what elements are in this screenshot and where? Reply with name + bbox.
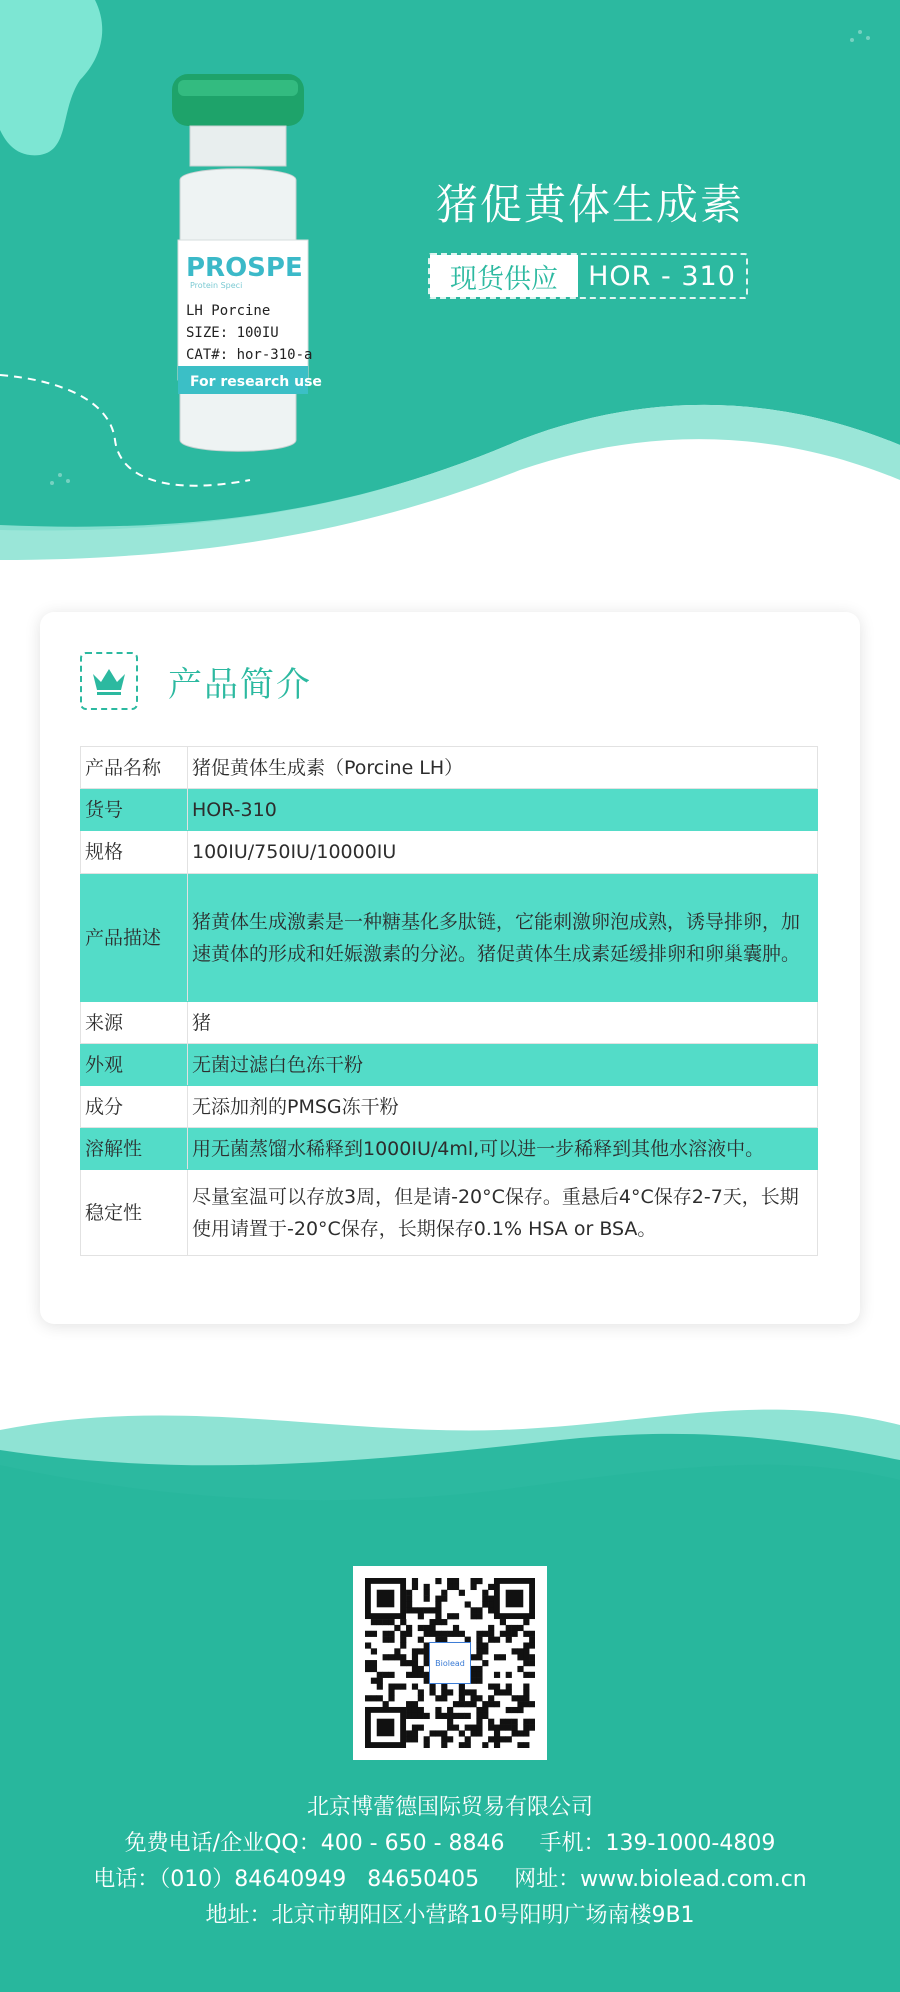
product-vial-image	[150, 70, 330, 460]
stock-badge-label: 现货供应	[430, 255, 578, 297]
row-label: 规格	[81, 831, 188, 874]
row-value: 尽量室温可以存放3周，但是请-20°C保存。重悬后4°C保存2-7天，长期使用请置于-20°C保存，长期保存0.1% HSA or BSA。	[188, 1170, 818, 1256]
product-title: 猪促黄体生成素	[435, 180, 744, 229]
row-value: 猪	[188, 1002, 818, 1044]
address-line: 地址：北京市朝阳区小营路10号阳明广场南楼9B1	[205, 1903, 695, 1928]
row-label: 溶解性	[81, 1128, 188, 1170]
row-value: 猪黄体生成激素是一种糖基化多肽链，它能刺激卵泡成熟，诱导排卵，加速黄体的形成和妊娠激素的分泌。猪促黄体生成素延缓排卵和卵巢囊肿。	[188, 874, 818, 1002]
vial-line-1: LH Porcine	[186, 303, 271, 319]
row-value: 无菌过滤白色冻干粉	[188, 1044, 818, 1086]
row-label: 货号	[81, 789, 188, 831]
table-row	[81, 1128, 818, 1170]
row-value: 猪促黄体生成素（Porcine LH）	[188, 747, 818, 789]
qr-code-image	[365, 1578, 535, 1748]
vial-footer-text: For research use	[190, 374, 322, 390]
qr-code[interactable]	[353, 1566, 547, 1760]
table-row	[81, 874, 818, 1002]
product-intro-card	[40, 612, 860, 1324]
hero-background	[0, 0, 900, 600]
row-value: HOR-310	[188, 789, 818, 831]
vial-brand-sub: Protein Speci	[190, 281, 243, 290]
catalog-number: HOR - 310	[588, 260, 736, 292]
vial-brand: PROSPE	[186, 253, 303, 283]
table-row	[81, 1170, 818, 1256]
card-header	[80, 652, 312, 710]
spec-table	[80, 746, 818, 1256]
row-label: 成分	[81, 1086, 188, 1128]
hero-banner	[0, 0, 900, 600]
row-label: 来源	[81, 1002, 188, 1044]
table-row	[81, 1044, 818, 1086]
row-value: 无添加剂的PMSG冻干粉	[188, 1086, 818, 1128]
crown-icon	[80, 652, 138, 710]
row-label: 产品描述	[81, 874, 188, 1002]
table-row	[81, 1086, 818, 1128]
row-value: 100IU/750IU/10000IU	[188, 831, 818, 874]
tel-website-line: 电话：（010）84640949 84650405 网址：www.biolead.com.cn	[93, 1867, 807, 1892]
vial-line-2: SIZE: 100IU	[186, 325, 279, 341]
table-row	[81, 1002, 818, 1044]
footer	[0, 1390, 900, 1992]
row-label: 外观	[81, 1044, 188, 1086]
vial-line-3: CAT#: hor-310-a	[186, 347, 313, 363]
row-value: 用无菌蒸馏水稀释到1000IU/4ml,可以进一步稀释到其他水溶液中。	[188, 1128, 818, 1170]
table-row	[81, 747, 818, 789]
table-row	[81, 831, 818, 874]
stock-badge	[428, 253, 748, 299]
row-label: 产品名称	[81, 747, 188, 789]
phone-line: 免费电话/企业QQ：400 - 650 - 8846 手机：139-1000-4809	[124, 1831, 776, 1856]
qr-logo-text: Biolead	[435, 1658, 465, 1668]
footer-contact	[0, 1790, 900, 1934]
company-name: 北京博蕾德国际贸易有限公司	[306, 1795, 593, 1820]
row-label: 稳定性	[81, 1170, 188, 1256]
card-title: 产品简介	[168, 664, 312, 705]
table-row	[81, 789, 818, 831]
